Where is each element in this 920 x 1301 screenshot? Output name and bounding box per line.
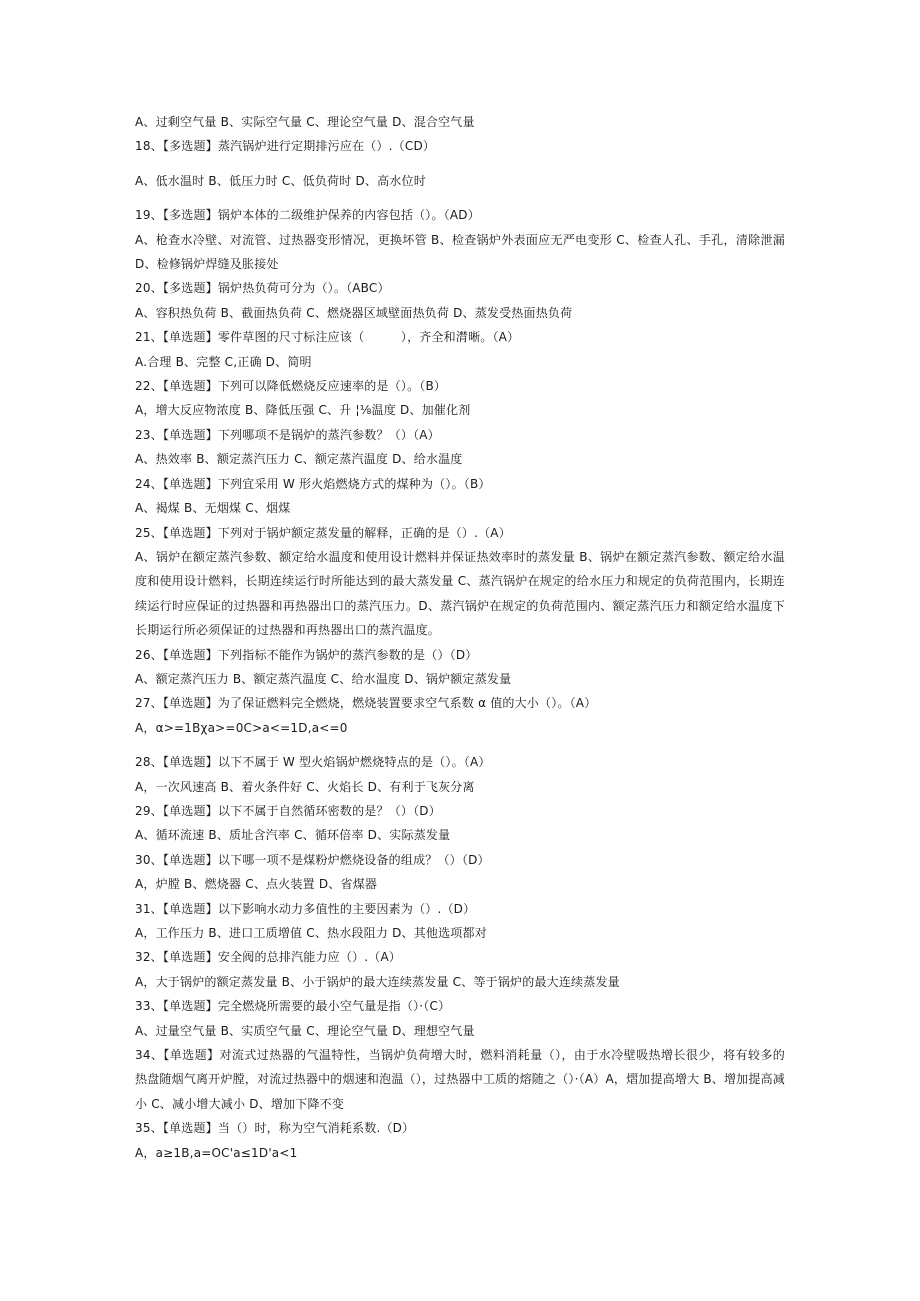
question-35: 35、【单选题】当（）时，称为空气消耗系数.（D） <box>135 1121 415 1136</box>
answer-options-24: A、褐煤 B、无烟煤 C、烟煤 <box>135 501 291 516</box>
question-34: 34、【单选题】对流式过热器的气温特性，当锅炉负荷增大时，燃料消耗量（），由于水冷壁吸热增长很少，将有较多的热盘随烟气离开炉膛，对流过热器中的烟速和泡温（），过热器中工质的熔随之（）·（A）A，熠加提高增大 B、增加提高减小 C、减小增大减小 D、增加下降不变 <box>135 1048 785 1111</box>
question-list <box>135 110 785 1165</box>
answer-options-27: A，α>=1Bχa>=0C>a<=1D,a<=0 <box>135 720 348 735</box>
spacer <box>135 740 785 750</box>
answer-options-30: A，炉膛 B、燃烧器 C、点火装置 D、省煤器 <box>135 877 378 892</box>
question-28: 28、【单选题】以下不属于 W 型火焰锅炉燃烧特点的是（）。（A） <box>135 755 491 770</box>
question-31: 31、【单选题】以下影响水动力多值性的主要因素为（）.（D） <box>135 901 476 916</box>
question-33: 33、【单选题】完全燃烧所需要的最小空气量是指（）·（C） <box>135 999 451 1014</box>
answer-options-31: A，工作压力 B、进口工质增值 C、热水段阻力 D、其他选项都对 <box>135 926 487 940</box>
question-19: 19、【多选题】锅炉本体的二级维护保养的内容包括（）。（AD） <box>135 208 480 223</box>
answer-options-20: A、容积热负荷 B、截面热负荷 C、燃烧器区域壁面热负荷 D、蒸发受热面热负荷 <box>135 305 573 320</box>
question-30: 30、【单选题】以下哪一项不是煤粉炉燃烧设备的组成？（）（D） <box>135 852 490 867</box>
question-24: 24、【单选题】下列宜采用 W 形火焰燃烧方式的煤种为（）。（B） <box>135 476 491 491</box>
answer-options-25: A、锅炉在额定蒸汽参数、额定给水温度和使用设计燃料并保证热效率时的蒸发量 B、锅炉在额定蒸汽参数、额定给水温度和使用设计燃料，长期连续运行时所能达到的最大蒸发量 C、蒸汽锅炉在规定的给水压力和规定的负荷范围内，长期连续运行时应保证的过热器和再热器出口的蒸汽压力。D、蒸汽锅炉在规定的负荷范围内、额定蒸汽压力和额定给水温度下长期运行所必须保证的过热器和再热器出口的蒸汽温度。 <box>135 549 785 638</box>
answer-options-29: A、循环流速 B、质址含汽率 C、循环倍率 D、实际蒸发量 <box>135 828 451 843</box>
question-22: 22、【单选题】下列可以降低燃烧反应速率的是（）。（B） <box>135 379 447 394</box>
question-23: 23、【单选题】下列哪项不是锅炉的蒸汽参数？（）（A） <box>135 427 440 442</box>
answer-options-21: A.合理 B、完整 C,正确 D、简明 <box>135 354 312 369</box>
answer-options-17: A、过剩空气量 B、实际空气量 C、理论空气量 D、混合空气量 <box>135 115 475 129</box>
spacer <box>135 159 785 169</box>
answer-options-22: A，增大反应物浓度 B、降低压强 C、升 ¦⅛温度 D、加催化剂 <box>135 403 471 418</box>
question-32: 32、【单选题】安全阀的总排汽能力应（）.（A） <box>135 950 402 965</box>
answer-options-26: A、额定蒸汽压力 B、额定蒸汽温度 C、给水温度 D、锅炉额定蒸发量 <box>135 671 512 686</box>
spacer <box>135 193 785 203</box>
answer-options-19: A、枪查水冷壁、对流管、过热器变形情况，更换坏管 B、检查锅炉外表面应无严电变形 C、检查人孔、手孔，清除泄漏 D、检修锅炉焊缝及胀接处 <box>135 232 785 272</box>
question-25: 25、【单选题】下列对于锅炉额定蒸发量的解释，正确的是（）.（A） <box>135 525 511 540</box>
answer-options-32: A，大于锅炉的额定蒸发量 B、小于锅炉的最大连续蒸发量 C、等于锅炉的最大连续蒸发量 <box>135 974 620 989</box>
answer-options-28: A，一次风速高 B、着火条件好 C、火焰长 D、有利于飞灰分离 <box>135 779 475 794</box>
question-26: 26、【单选题】下列指标不能作为锅炉的蒸汽参数的是（）（D） <box>135 647 478 662</box>
answer-options-18: A、低水温时 B、低压力时 C、低负荷时 D、高水位时 <box>135 173 426 188</box>
answer-options-23: A、热效率 B、额定蒸汽压力 C、额定蒸汽温度 D、给水温度 <box>135 452 463 467</box>
answer-options-33: A、过量空气量 B、实质空气量 C、理论空气量 D、理想空气量 <box>135 1023 475 1038</box>
question-29: 29、【单选题】以下不属于自然循环密数的是？（）（D） <box>135 803 441 818</box>
answer-options-35: A，a≥1B,a=OC'a≤1D'a<1 <box>135 1145 298 1160</box>
question-21: 21、【单选题】零件草图的尺寸标注应该（ ），齐全和潸晰。（A） <box>135 330 520 345</box>
question-20: 20、【多选题】锅炉热负荷可分为（）。（ABC） <box>135 281 390 296</box>
question-18: 18、【多选题】蒸汽锅炉进行定期排污应在（）.（CD） <box>135 139 436 154</box>
question-27: 27、【单选题】为了保证燃料完全燃烧，燃烧装置要求空气系数 α 值的大小（）。（A） <box>135 696 597 711</box>
